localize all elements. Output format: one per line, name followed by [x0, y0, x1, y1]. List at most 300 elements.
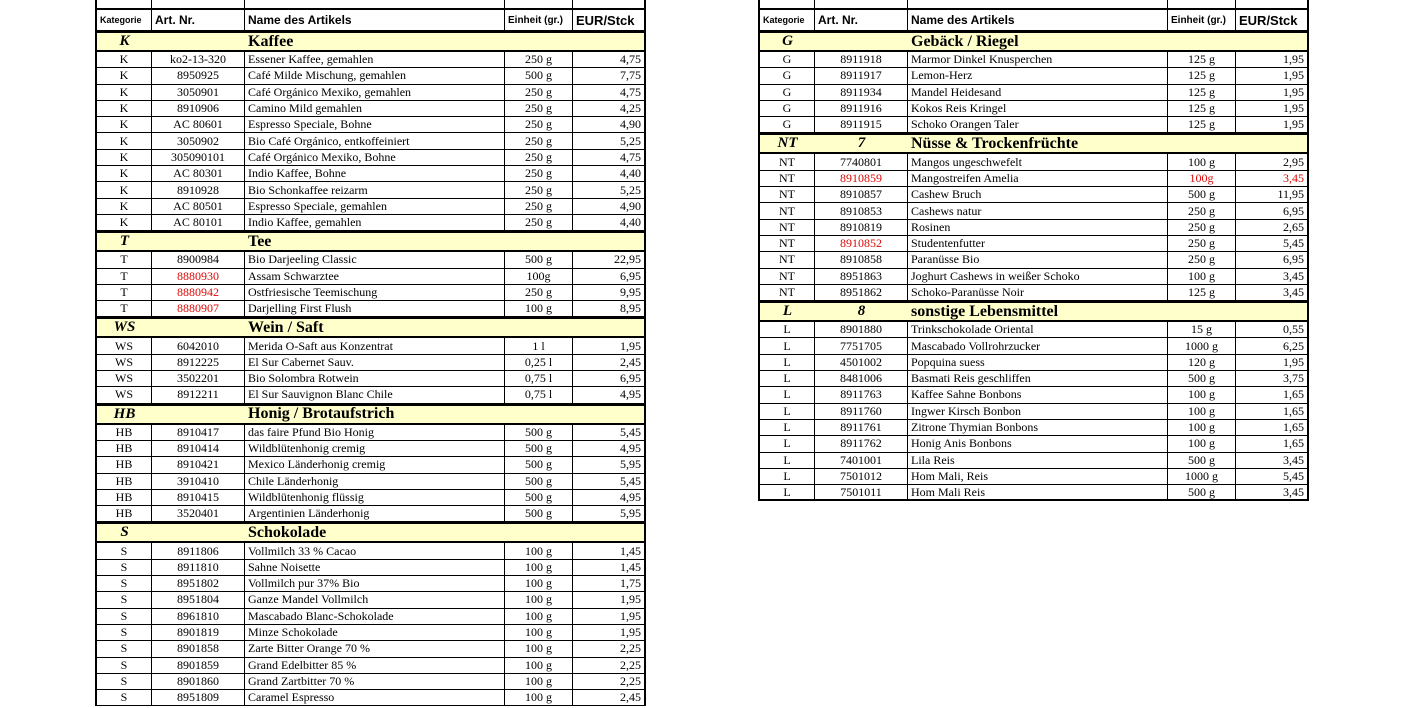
- price-row: [758, 485, 1309, 501]
- section-code: T: [119, 233, 130, 250]
- price-cell: 8,95: [620, 301, 641, 316]
- price-cell: 1,95: [1283, 101, 1304, 116]
- article-number-cell: 8911917: [815, 68, 908, 83]
- price-row: [95, 52, 646, 68]
- unit-cell: 250 g: [1168, 203, 1236, 218]
- unit-cell: 100 g: [505, 560, 573, 575]
- article-name-cell: Schoko-Paranüsse Noir: [908, 285, 1168, 300]
- price-cell: 3,45: [1283, 170, 1304, 185]
- category-cell: S: [97, 560, 152, 575]
- price-cell: 3,45: [1283, 452, 1304, 467]
- section-header-row: [95, 317, 646, 338]
- unit-cell: 500 g: [505, 441, 573, 456]
- category-cell: S: [97, 625, 152, 640]
- price-cell: 2,45: [620, 690, 641, 705]
- article-name-cell: Mandel Heidesand: [908, 85, 1168, 100]
- category-cell: L: [760, 322, 815, 337]
- article-name-cell: Bio Café Orgánico, entkoffeiniert: [245, 133, 505, 148]
- price-row: [95, 387, 646, 403]
- article-name-cell: Wildblütenhonig flüssig: [245, 490, 505, 505]
- unit-cell: 100 g: [505, 576, 573, 591]
- unit-cell: 100 g: [1168, 404, 1236, 419]
- article-number-cell: 8911934: [815, 85, 908, 100]
- article-name-cell: Chile Länderhonig: [245, 474, 505, 489]
- price-row: [95, 441, 646, 457]
- category-cell: HB: [97, 506, 152, 521]
- price-row: [758, 371, 1309, 387]
- article-name-cell: Merida O-Saft aus Konzentrat: [245, 338, 505, 353]
- article-name-cell: Indio Kaffee, Bohne: [245, 166, 505, 181]
- price-cell: 22,95: [614, 252, 641, 267]
- unit-cell: 250 g: [505, 117, 573, 132]
- article-name-cell: Café Milde Mischung, gemahlen: [245, 68, 505, 83]
- price-cell: 3,45: [1283, 285, 1304, 299]
- price-cell: 3,45: [1283, 485, 1304, 499]
- article-name-cell: das faire Pfund Bio Honig: [245, 425, 505, 440]
- unit-cell: 250 g: [1168, 220, 1236, 235]
- price-row: [758, 338, 1309, 354]
- article-number-cell: 7501011: [815, 485, 908, 499]
- price-cell: 2,25: [620, 641, 641, 656]
- section-header-row: [95, 31, 646, 52]
- section-header-row: [758, 301, 1309, 322]
- price-cell: 1,95: [1283, 354, 1304, 369]
- category-cell: NT: [760, 285, 815, 300]
- category-cell: K: [97, 133, 152, 148]
- clipped-top-row: [95, 0, 646, 8]
- article-name-cell: Bio Darjeeling Classic: [245, 252, 505, 267]
- price-cell: 9,95: [620, 285, 641, 299]
- price-row: [95, 506, 646, 522]
- category-cell: NT: [760, 203, 815, 218]
- price-cell: 1,75: [620, 576, 641, 591]
- category-cell: K: [97, 117, 152, 132]
- price-row: [758, 187, 1309, 203]
- article-name-cell: Vollmilch pur 37% Bio: [245, 576, 505, 591]
- column-header-row: [758, 8, 1309, 31]
- section-title: sonstige Lebensmittel: [911, 303, 1059, 320]
- price-cell: 6,95: [1283, 252, 1304, 267]
- price-cell: 5,25: [620, 133, 641, 148]
- article-name-cell: Café Orgánico Mexiko, Bohne: [245, 150, 505, 165]
- category-cell: K: [97, 68, 152, 83]
- category-cell: T: [97, 269, 152, 284]
- article-number-cell: 8950925: [152, 68, 245, 83]
- article-number-cell: 3502201: [152, 371, 245, 386]
- article-name-cell: Mexico Länderhonig cremig: [245, 457, 505, 472]
- article-number-cell: 8880907: [152, 301, 245, 316]
- price-row: [95, 560, 646, 576]
- category-cell: L: [760, 338, 815, 353]
- price-row: [758, 52, 1309, 68]
- price-row: [95, 425, 646, 441]
- unit-cell: 100 g: [505, 658, 573, 673]
- section-number: [152, 33, 245, 50]
- unit-cell: 250 g: [505, 182, 573, 197]
- article-number-cell: 8912225: [152, 355, 245, 370]
- category-cell: WS: [97, 338, 152, 353]
- article-name-cell: Sahne Noisette: [245, 560, 505, 575]
- price-row: [95, 609, 646, 625]
- clipped-cell: [245, 0, 505, 8]
- article-number-cell: 8911806: [152, 543, 245, 558]
- price-cell: 4,40: [620, 166, 641, 181]
- price-row: [758, 154, 1309, 170]
- category-cell: HB: [97, 457, 152, 472]
- price-row: [95, 355, 646, 371]
- clipped-cell: [152, 0, 245, 8]
- article-number-cell: 8900984: [152, 252, 245, 267]
- price-cell: 1,95: [1283, 52, 1304, 67]
- unit-cell: 250 g: [505, 215, 573, 230]
- price-row: [95, 166, 646, 182]
- price-row: [95, 625, 646, 641]
- category-cell: NT: [760, 171, 815, 186]
- unit-cell: 500 g: [505, 474, 573, 489]
- price-row: [95, 285, 646, 301]
- price-cell: 5,45: [620, 473, 641, 488]
- article-number-cell: 8901859: [152, 658, 245, 673]
- category-cell: S: [97, 543, 152, 558]
- unit-cell: 250 g: [505, 133, 573, 148]
- article-name-cell: Ganze Mandel Vollmilch: [245, 592, 505, 607]
- section-number: [152, 406, 245, 423]
- article-name-cell: Paranüsse Bio: [908, 252, 1168, 267]
- price-row: [758, 420, 1309, 436]
- article-number-cell: 3910410: [152, 474, 245, 489]
- category-cell: L: [760, 436, 815, 451]
- price-row: [758, 220, 1309, 236]
- article-number-cell: 8911916: [815, 101, 908, 116]
- section-code: K: [119, 33, 130, 49]
- price-cell: 4,75: [620, 52, 641, 67]
- price-cell: 4,40: [620, 215, 641, 230]
- price-cell: 1,95: [620, 592, 641, 607]
- section-number: [152, 319, 245, 336]
- price-row: [758, 171, 1309, 187]
- unit-cell: 250 g: [1168, 252, 1236, 267]
- article-number-cell: 8961810: [152, 609, 245, 624]
- column-header-art-nr: Art. Nr.: [152, 10, 245, 30]
- article-name-cell: Zarte Bitter Orange 70 %: [245, 641, 505, 656]
- price-row: [758, 68, 1309, 84]
- unit-cell: 125 g: [1168, 68, 1236, 83]
- price-cell: 0,55: [1283, 322, 1304, 337]
- unit-cell: 0,25 l: [505, 355, 573, 370]
- unit-cell: 250 g: [505, 285, 573, 300]
- category-cell: NT: [760, 252, 815, 267]
- clipped-cell: [815, 0, 908, 8]
- price-row: [95, 690, 646, 706]
- article-name-cell: Hom Mali Reis: [908, 485, 1168, 499]
- article-name-cell: Argentinien Länderhonig: [245, 506, 505, 521]
- category-cell: K: [97, 215, 152, 230]
- price-cell: 1,45: [620, 559, 641, 574]
- section-code: L: [782, 303, 793, 320]
- price-row: [758, 101, 1309, 117]
- category-cell: K: [97, 166, 152, 181]
- price-cell: 4,90: [620, 117, 641, 132]
- category-cell: G: [760, 117, 815, 132]
- article-number-cell: 8880930: [152, 269, 245, 284]
- category-cell: K: [97, 52, 152, 67]
- unit-cell: 250 g: [1168, 236, 1236, 251]
- article-name-cell: Indio Kaffee, gemahlen: [245, 215, 505, 230]
- unit-cell: 125 g: [1168, 285, 1236, 300]
- category-cell: G: [760, 68, 815, 83]
- price-row: [95, 117, 646, 133]
- article-number-cell: 8880942: [152, 285, 245, 300]
- price-cell: 3,45: [1283, 268, 1304, 283]
- unit-cell: 250 g: [505, 199, 573, 214]
- article-name-cell: Grand Zartbitter 70 %: [245, 674, 505, 689]
- price-row: [95, 490, 646, 506]
- category-cell: L: [760, 404, 815, 419]
- article-name-cell: Camino Mild gemahlen: [245, 101, 505, 116]
- section-number: [815, 33, 908, 50]
- column-header-art-nr: Art. Nr.: [815, 10, 908, 30]
- unit-cell: 500 g: [505, 425, 573, 440]
- unit-cell: 100 g: [505, 641, 573, 656]
- article-number-cell: 8911762: [815, 436, 908, 451]
- column-header-eur: EUR/Stck: [1239, 12, 1298, 28]
- category-cell: K: [97, 150, 152, 165]
- category-cell: S: [97, 592, 152, 607]
- article-number-cell: AC 80601: [152, 117, 245, 132]
- price-cell: 7,75: [620, 68, 641, 83]
- price-cell: 2,95: [1283, 154, 1304, 169]
- article-number-cell: 7751705: [815, 338, 908, 353]
- article-name-cell: El Sur Sauvignon Blanc Chile: [245, 387, 505, 402]
- article-number-cell: 8910417: [152, 425, 245, 440]
- unit-cell: 100 g: [505, 625, 573, 640]
- price-cell: 1,95: [1283, 117, 1304, 132]
- article-number-cell: 8910414: [152, 441, 245, 456]
- price-cell: 1,95: [1283, 84, 1304, 99]
- unit-cell: 500 g: [1168, 187, 1236, 202]
- article-name-cell: Grand Edelbitter 85 %: [245, 658, 505, 673]
- price-row: [95, 215, 646, 231]
- category-cell: NT: [760, 220, 815, 235]
- price-row: [95, 133, 646, 149]
- category-cell: L: [760, 387, 815, 402]
- category-cell: K: [97, 85, 152, 100]
- price-cell: 2,25: [620, 673, 641, 688]
- unit-cell: 1 l: [505, 338, 573, 353]
- unit-cell: 250 g: [505, 166, 573, 181]
- clipped-cell: [760, 0, 815, 8]
- article-name-cell: Lemon-Herz: [908, 68, 1168, 83]
- unit-cell: 500 g: [505, 490, 573, 505]
- unit-cell: 500 g: [505, 457, 573, 472]
- article-name-cell: Essener Kaffee, gemahlen: [245, 52, 505, 67]
- price-row: [758, 404, 1309, 420]
- clipped-cell: [505, 0, 573, 8]
- section-title: Gebäck / Riegel: [911, 33, 1019, 50]
- category-cell: NT: [760, 269, 815, 284]
- category-cell: L: [760, 371, 815, 386]
- article-number-cell: 8910906: [152, 101, 245, 116]
- article-name-cell: Espresso Speciale, Bohne: [245, 117, 505, 132]
- price-cell: 2,25: [620, 657, 641, 672]
- price-row: [758, 203, 1309, 219]
- article-number-cell: 8911761: [815, 420, 908, 435]
- section-code: WS: [113, 319, 136, 336]
- article-name-cell: Vollmilch 33 % Cacao: [245, 543, 505, 558]
- price-row: [95, 199, 646, 215]
- article-number-cell: 8911763: [815, 387, 908, 402]
- article-number-cell: 3520401: [152, 506, 245, 521]
- category-cell: HB: [97, 441, 152, 456]
- article-name-cell: Caramel Espresso: [245, 690, 505, 705]
- article-number-cell: 8911915: [815, 117, 908, 132]
- unit-cell: 500 g: [1168, 453, 1236, 468]
- article-name-cell: Schoko Orangen Taler: [908, 117, 1168, 132]
- unit-cell: 100 g: [505, 301, 573, 316]
- unit-cell: 500 g: [505, 506, 573, 521]
- article-number-cell: 8911918: [815, 52, 908, 67]
- article-name-cell: Ingwer Kirsch Bonbon: [908, 404, 1168, 419]
- price-row: [758, 269, 1309, 285]
- price-row: [758, 453, 1309, 469]
- unit-cell: 100 g: [1168, 154, 1236, 169]
- category-cell: L: [760, 453, 815, 468]
- price-row: [95, 101, 646, 117]
- unit-cell: 500 g: [505, 252, 573, 267]
- price-row: [95, 658, 646, 674]
- unit-cell: 250 g: [505, 52, 573, 67]
- article-number-cell: 8951862: [815, 285, 908, 300]
- price-row: [758, 387, 1309, 403]
- article-number-cell: AC 80101: [152, 215, 245, 230]
- price-cell: 2,45: [620, 354, 641, 369]
- clipped-cell: [1236, 0, 1307, 8]
- article-number-cell: 8911760: [815, 404, 908, 419]
- column-header-eur: EUR/Stck: [576, 12, 635, 28]
- price-cell: 5,45: [620, 424, 641, 439]
- price-cell: 6,95: [620, 268, 641, 283]
- price-row: [95, 543, 646, 559]
- article-name-cell: Lila Reis: [908, 453, 1168, 468]
- category-cell: S: [97, 576, 152, 591]
- section-number: 7: [857, 135, 866, 152]
- price-cell: 3,75: [1283, 371, 1304, 386]
- article-number-cell: 8911810: [152, 560, 245, 575]
- article-number-cell: 8901858: [152, 641, 245, 656]
- clipped-cell: [97, 0, 152, 8]
- category-cell: S: [97, 641, 152, 656]
- article-number-cell: 8901860: [152, 674, 245, 689]
- price-cell: 1,95: [620, 338, 641, 353]
- article-number-cell: 8910421: [152, 457, 245, 472]
- article-name-cell: Zitrone Thymian Bonbons: [908, 420, 1168, 435]
- category-cell: L: [760, 469, 815, 484]
- price-cell: 1,65: [1283, 420, 1304, 435]
- price-cell: 5,95: [620, 506, 641, 521]
- price-row: [758, 85, 1309, 101]
- article-name-cell: Basmati Reis geschliffen: [908, 371, 1168, 386]
- price-cell: 4,95: [620, 387, 641, 402]
- price-row: [95, 150, 646, 166]
- price-cell: 6,25: [1283, 338, 1304, 353]
- article-number-cell: AC 80301: [152, 166, 245, 181]
- section-code: S: [120, 524, 129, 541]
- article-name-cell: Darjelling First Flush: [245, 301, 505, 316]
- category-cell: L: [760, 355, 815, 370]
- category-cell: HB: [97, 474, 152, 489]
- column-header-kategorie: Kategorie: [97, 10, 152, 30]
- article-name-cell: Bio Solombra Rotwein: [245, 371, 505, 386]
- unit-cell: 0,75 l: [505, 387, 573, 402]
- price-row: [95, 301, 646, 317]
- price-cell: 4,95: [620, 441, 641, 456]
- section-title: Tee: [248, 233, 272, 250]
- price-cell: 1,65: [1283, 387, 1304, 402]
- price-row: [95, 457, 646, 473]
- price-cell: 1,95: [620, 625, 641, 640]
- price-row: [95, 592, 646, 608]
- category-cell: NT: [760, 187, 815, 202]
- category-cell: S: [97, 609, 152, 624]
- article-name-cell: Marmor Dinkel Knusperchen: [908, 52, 1168, 67]
- category-cell: K: [97, 199, 152, 214]
- category-cell: HB: [97, 425, 152, 440]
- price-row: [758, 436, 1309, 452]
- price-cell: 1,65: [1283, 403, 1304, 418]
- unit-cell: 125 g: [1168, 52, 1236, 67]
- article-name-cell: Rosinen: [908, 220, 1168, 235]
- unit-cell: 100g: [1168, 171, 1236, 186]
- section-number: [152, 524, 245, 541]
- section-code: HB: [113, 405, 136, 422]
- category-cell: S: [97, 658, 152, 673]
- article-number-cell: 7740801: [815, 154, 908, 169]
- column-header-name: Name des Artikels: [908, 10, 1168, 30]
- price-table-left: [95, 0, 646, 706]
- price-cell: 4,75: [620, 84, 641, 99]
- price-row: [95, 252, 646, 268]
- article-name-cell: Wildblütenhonig cremig: [245, 441, 505, 456]
- article-name-cell: Assam Schwarztee: [245, 269, 505, 284]
- price-cell: 5,45: [1283, 236, 1304, 251]
- article-number-cell: 8901819: [152, 625, 245, 640]
- article-number-cell: 8910819: [815, 220, 908, 235]
- article-name-cell: Minze Schokolade: [245, 625, 505, 640]
- article-number-cell: 8910859: [815, 171, 908, 186]
- price-cell: 1,95: [620, 608, 641, 623]
- category-cell: NT: [760, 236, 815, 251]
- price-row: [758, 117, 1309, 133]
- article-number-cell: 305090101: [152, 150, 245, 165]
- category-cell: S: [97, 674, 152, 689]
- category-cell: S: [97, 690, 152, 705]
- article-number-cell: 8951863: [815, 269, 908, 284]
- article-name-cell: Mangostreifen Amelia: [908, 171, 1168, 186]
- clipped-cell: [1168, 0, 1236, 8]
- price-row: [95, 576, 646, 592]
- unit-cell: 250 g: [505, 150, 573, 165]
- column-header-row: [95, 8, 646, 31]
- article-number-cell: 8901880: [815, 322, 908, 337]
- unit-cell: 100 g: [1168, 436, 1236, 451]
- unit-cell: 100 g: [505, 543, 573, 558]
- article-name-cell: Mangos ungeschwefelt: [908, 154, 1168, 169]
- section-header-row: [758, 31, 1309, 52]
- price-row: [758, 322, 1309, 338]
- section-title: Honig / Brotaufstrich: [248, 405, 395, 423]
- article-number-cell: 8910853: [815, 203, 908, 218]
- article-name-cell: Mascabado Vollrohrzucker: [908, 338, 1168, 353]
